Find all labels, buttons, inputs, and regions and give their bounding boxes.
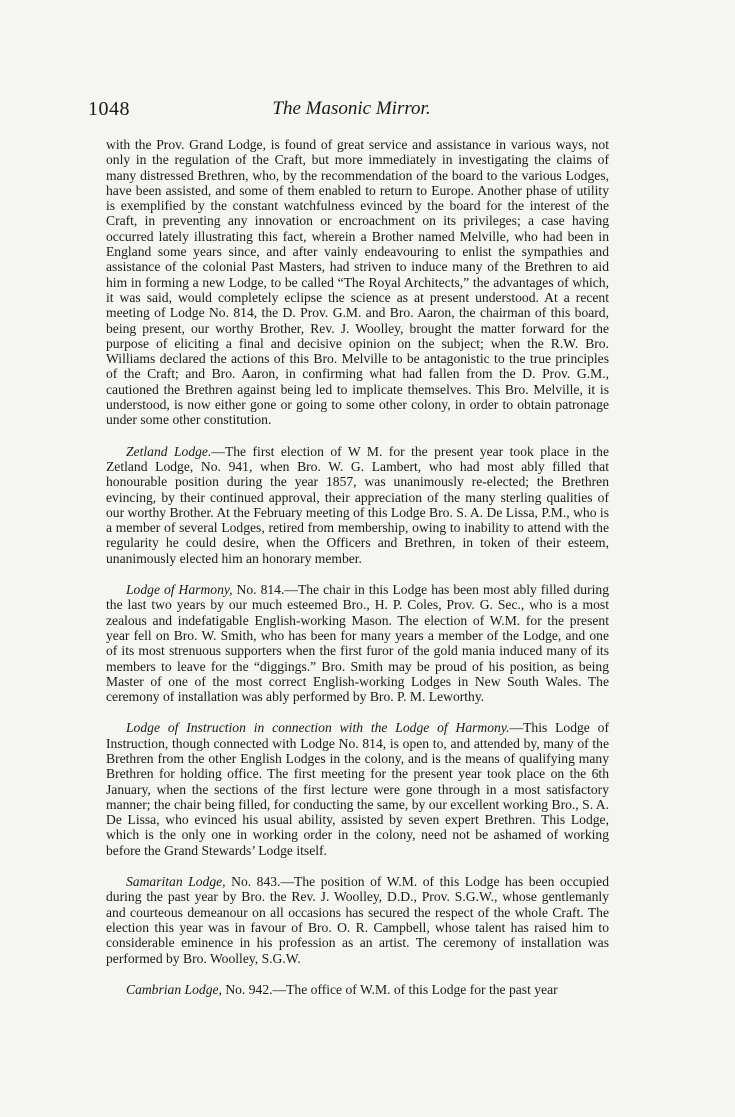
- article-body: [106, 137, 609, 997]
- paragraph-text: No. 942.—The office of W.M. of this Lodge for the past year: [221, 981, 558, 997]
- paragraph-cambrian-lodge: [106, 982, 609, 997]
- paragraph-samaritan-lodge: [106, 874, 609, 966]
- paragraph-lead: Cambrian Lodge,: [126, 981, 222, 997]
- paragraph-lead: Lodge of Instruction in connection with the Lodge of Harmony.: [126, 720, 510, 736]
- paragraph-lead: Lodge of Harmony,: [126, 582, 233, 598]
- paragraph-text: with the Prov. Grand Lodge, is found of great service and assistance in various ways, not only in the regulation of the Craft, but more immediately in investigating the claims of many distressed Brethren, who, by the recommendation of the board to the various Lodges, have been assisted, and some of them enabled to return to Europe. Another phase of utility is exemplified by the constant watchfulness evinced by the board for the interest of the Craft, in preventing any innovation or encroachment on its privileges; a case having occurred lately illustrating this fact, wherein a Brother named Melville, who had been in England some years since, and after vainly endeavouring to enlist the sympathies and assistance of the colonial Past Masters, had striven to induce many of the Brethren to aid him in forming a new Lodge, to be called “The Royal Architects,” the advantages of which, it was said, would completely eclipse the science as at present understood. At a recent meeting of Lodge No. 814, the D. Prov. G.M. and Bro. Aaron, the chairman of this board, being present, our worthy Brother, Rev. J. Woolley, brought the matter forward for the purpose of eliciting a final and decisive opinion on the subject; when the R.W. Bro. Williams declared the actions of this Bro. Melville to be antagonistic to the true principles of the Craft; and Bro. Aaron, in confirming what had fallen from the D. Prov. G.M., cautioned the Brethren against being led to implicate themselves. This Bro. Melville, it is understood, is now either gone or going to some other colony, in order to obtain patronage under some other constitution.: [106, 137, 609, 428]
- paragraph-text: No. 814.—The chair in this Lodge has been most ably filled during the last two years by our much esteemed Bro., H. P. Coles, Prov. G. Sec., who is a most zealous and indefatigable English-working Mason. The election of W.M. for the present year fell on Bro. W. Smith, who has been for many years a member of the Lodge, and one of its most strenuous supporters when the first furor of the gold mania induced many of its members to leave for the “diggings.” Bro. Smith may be proud of his position, as being Master of one of the most correct English-working Lodges in New South Wales. The ceremony of installation was ably performed by Bro. P. M. Leworthy.: [106, 582, 609, 705]
- paragraph-text: —This Lodge of Instruction, though connected with Lodge No. 814, is open to, and attended by, many of the Brethren from the other English Lodges in the colony, and is the means of qualifying many Brethren for holding office. The first meeting for the present year took place on the 6th January, when the sections of the first lecture were gone through in a most satisfactory manner; the chair being filled, for conducting the same, by our excellent working Bro., S. A. De Lissa, who evinced his usual ability, assisted by seven expert Brethren. This Lodge, which is the only one in working order in the colony, need not be ashamed of working before the Grand Stewards’ Lodge itself.: [106, 720, 609, 858]
- paragraph-lead: Samaritan Lodge,: [126, 874, 226, 890]
- page-header: [88, 98, 615, 126]
- paragraph-lodge-of-harmony: [106, 582, 609, 704]
- paragraph-text: No. 843.—The position of W.M. of this Lodge has been occupied during the past year by Bro. the Rev. J. Woolley, D.D., Prov. S.G.W., whose gentlemanly and courteous demeanour on all occasions has secured the respect of the whole Craft. The election this year was in favour of Bro. O. R. Campbell, whose talent has raised him to considerable eminence in his profession as an artist. The ceremony of installation was performed by Bro. Woolley, S.G.W.: [106, 874, 609, 966]
- paragraph-lodge-of-instruction: [106, 720, 609, 858]
- page-number: 1048: [88, 98, 130, 120]
- paragraph-lead: Zetland Lodge.: [126, 443, 212, 459]
- paragraph-zetland-lodge: [106, 444, 609, 566]
- running-title: The Masonic Mirror.: [272, 98, 431, 119]
- paragraph-prov-grand-lodge: [106, 137, 609, 428]
- paragraph-text: —The first election of W M. for the present year took place in the Zetland Lodge, No. 941, when Bro. W. G. Lambert, who had most ably filled that honourable position during the year 1857, was unanimously re-elected; the Brethren evincing, by their continued approval, their appreciation of the many sterling qualities of our worthy Brother. At the February meeting of this Lodge Bro. S. A. De Lissa, P.M., who is a member of several Lodges, retired from membership, owing to inability to attend with the regularity he could desire, when the Officers and Brethren, in token of their esteem, unanimously elected him an honorary member.: [106, 443, 609, 566]
